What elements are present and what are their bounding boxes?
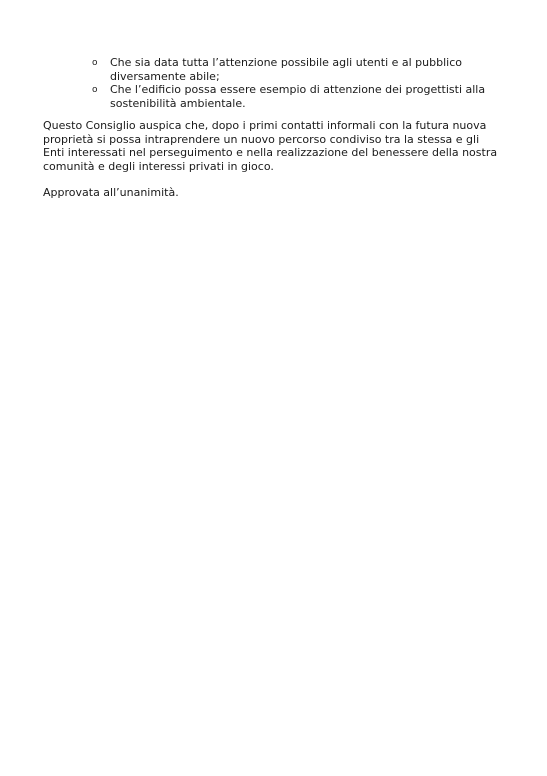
bullet-text: Che sia data tutta l’attenzione possibile agli utenti e al pubblico diversamente abile; (110, 56, 462, 83)
bullet-item (92, 56, 492, 83)
bullet-text: Che l’edificio possa essere esempio di attenzione dei progettisti alla sostenibilità ambientale. (110, 83, 486, 110)
council-paragraph: Questo Consiglio auspica che, dopo i primi contatti informali con la futura nuova proprietà si possa intraprendere un nuovo percorso condiviso tra la stessa e gli Enti interessati nel perseguimento e nella realizzazione del benessere della nostra comunità e degli interessi privati in gioco. (43, 119, 498, 173)
bullet-list (92, 56, 492, 110)
bullet-marker: o (92, 58, 98, 68)
bullet-item (92, 83, 492, 110)
approval-statement: Approvata all’unanimità. (43, 186, 179, 199)
bullet-marker: o (92, 85, 98, 95)
